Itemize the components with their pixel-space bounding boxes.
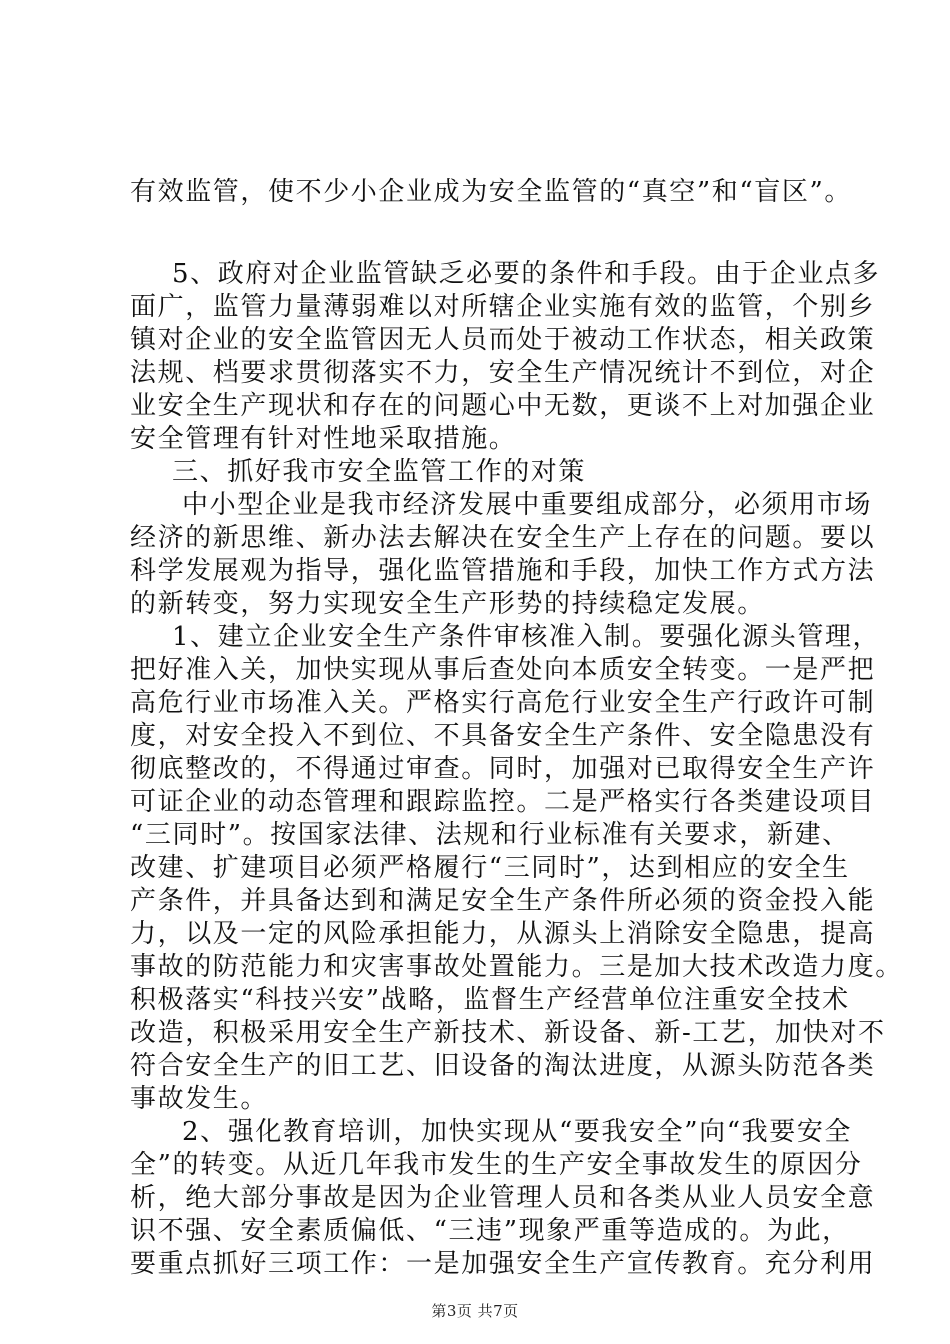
text-line: 5、政府对企业监管缺乏必要的条件和手段。由于企业点多 — [172, 259, 881, 289]
text-line: 可证企业的动态管理和跟踪监控。二是严格实行各类建设项目 — [130, 787, 876, 817]
text-line: “三同时”。按国家法律、法规和行业标准有关要求，新建、 — [130, 820, 850, 850]
text-line: 高危行业市场准入关。严格实行高危行业安全生产行政许可制 — [130, 688, 876, 718]
text-line: 要重点抓好三项工作：一是加强安全生产宣传教育。充分利用 — [130, 1249, 876, 1279]
text-line: 事故发生。 — [130, 1084, 269, 1114]
text-line: 改造，积极采用安全生产新技术、新设备、新-工艺，加快对不 — [130, 1018, 886, 1048]
text-line: 安全管理有针对性地采取措施。 — [130, 424, 517, 454]
text-line: 经济的新思维、新办法去解决在安全生产上存在的问题。要以 — [130, 523, 876, 553]
text-line: 有效监管，使不少小企业成为安全监管的“真空”和“盲区”。 — [130, 177, 852, 207]
text-line: 面广，监管力量薄弱难以对所辖企业实施有效的监管，个别乡 — [130, 292, 876, 322]
text-line: 产条件，并具备达到和满足安全生产条件所必须的资金投入能 — [130, 886, 876, 916]
text-line: 改建、扩建项目必须严格履行“三同时”，达到相应的安全生 — [130, 853, 850, 883]
text-line: 识不强、安全素质偏低、“三违”现象严重等造成的。为此， — [130, 1216, 850, 1246]
text-line: 析，绝大部分事故是因为企业管理人员和各类从业人员安全意 — [130, 1183, 876, 1213]
text-line: 彻底整改的，不得通过审查。同时，加强对已取得安全生产许 — [130, 754, 876, 784]
text-line: 积极落实“科技兴安”战略，监督生产经营单位注重安全技术 — [130, 985, 850, 1015]
text-line: 全”的转变。从近几年我市发生的生产安全事故发生的原因分 — [130, 1150, 863, 1180]
text-line: 科学发展观为指导，强化监管措施和手段，加快工作方式方法 — [130, 556, 876, 586]
page-number-footer: 第3页 共7页 — [431, 1302, 519, 1320]
text-line: 2、强化教育培训，加快实现从“要我安全”向“我要安全 — [182, 1117, 853, 1147]
text-line: 把好准入关，加快实现从事后查处向本质安全转变。一是严把 — [130, 655, 876, 685]
section-heading: 三、抓好我市安全监管工作的对策 — [172, 457, 587, 487]
text-line: 力，以及一定的风险承担能力，从源头上消除安全隐患，提高 — [130, 919, 876, 949]
text-line: 的新转变，努力实现安全生产形势的持续稳定发展。 — [130, 589, 765, 619]
text-line: 业安全生产现状和存在的问题心中无数，更谈不上对加强企业 — [130, 391, 876, 421]
text-line: 事故的防范能力和灾害事故处置能力。三是加大技术改造力度。 — [130, 952, 903, 982]
text-line: 度，对安全投入不到位、不具备安全生产条件、安全隐患没有 — [130, 721, 876, 751]
text-line: 符合安全生产的旧工艺、旧设备的淘汰进度，从源头防范各类 — [130, 1051, 876, 1081]
text-line: 1、建立企业安全生产条件审核准入制。要强化源头管理， — [172, 622, 881, 652]
text-line: 法规、档要求贯彻落实不力，安全生产情况统计不到位，对企 — [130, 358, 876, 388]
text-line: 镇对企业的安全监管因无人员而处于被动工作状态，相关政策 — [130, 325, 876, 355]
text-line: 中小型企业是我市经济发展中重要组成部分，必须用市场 — [182, 490, 873, 520]
